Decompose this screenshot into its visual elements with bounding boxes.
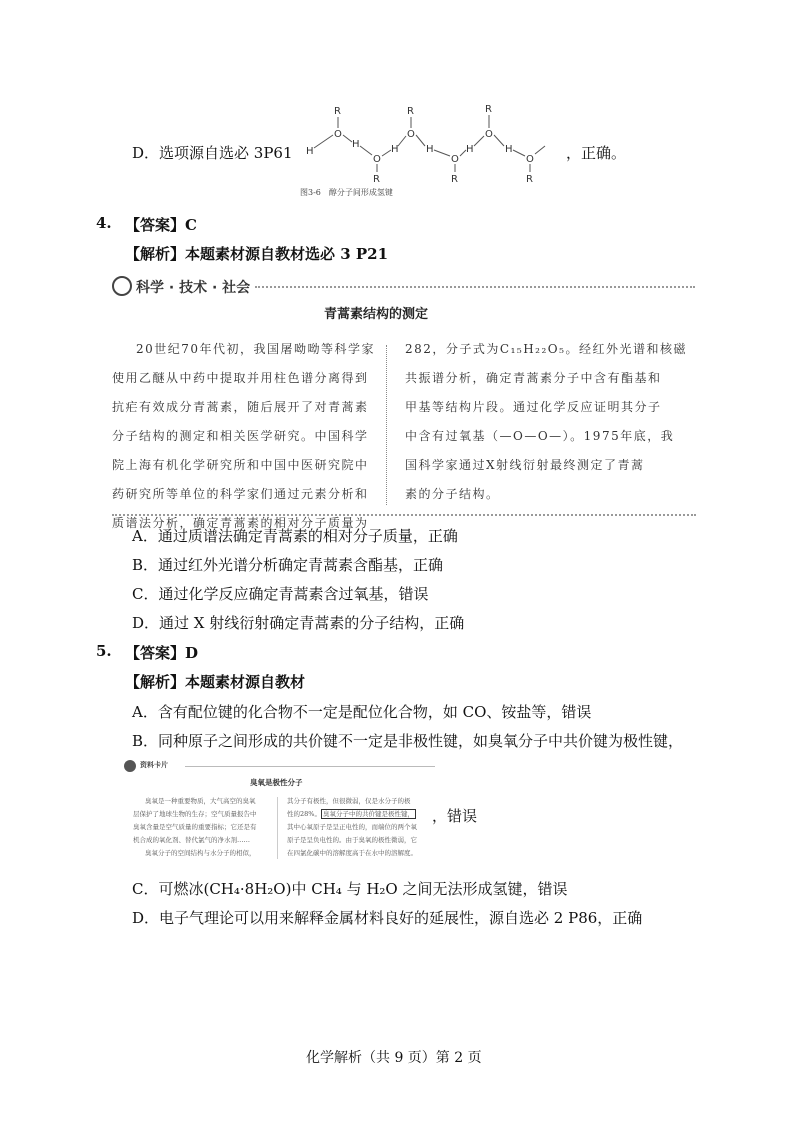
q4-option-b: B．通过红外光谱分析确定青蒿素含酯基，正确	[132, 556, 444, 574]
column-divider	[386, 345, 387, 505]
card-section-label: 资料卡片	[140, 760, 168, 769]
excerpt-right-column	[405, 335, 687, 509]
q3-option-d: D．选项源自选必 3P61	[132, 144, 293, 162]
text-line: 分子结构的测定和相关医学研究。中国科学	[112, 429, 369, 443]
svg-text:R: R	[526, 174, 533, 185]
svg-text:O: O	[451, 154, 459, 165]
text-line: 质谱法分析，确定青蒿素的相对分子质量为	[112, 516, 369, 530]
svg-text:O: O	[485, 129, 493, 140]
svg-text:R: R	[485, 104, 492, 115]
excerpt-title: 青蒿素结构的测定	[324, 307, 429, 322]
card-title: 臭氧是极性分子	[250, 778, 303, 787]
excerpt-section-label: 科学 · 技术 · 社会	[136, 280, 251, 296]
card-column-divider	[277, 797, 278, 859]
q4-option-c: C．通过化学反应确定青蒿素含过氧基，错误	[132, 585, 429, 603]
svg-text:R: R	[334, 106, 341, 117]
q4-number: 4.	[96, 214, 112, 232]
text-line: 院上海有机化学研究所和中国中医研究院中	[112, 458, 369, 472]
text-line: 其中心氧原子是呈正电性的，而端位的两个氧	[287, 823, 417, 831]
q5-option-b-result: ，错误	[432, 807, 478, 825]
q5-option-c: C．可燃冰(CH₄·8H₂O)中 CH₄ 与 H₂O 之间无法形成氢键，错误	[132, 880, 568, 898]
card-right-column	[287, 795, 417, 860]
q3-option-d-result: ，正确。	[566, 144, 627, 162]
q5-option-b: B．同种原子之间形成的共价键不一定是非极性键，如臭氧分子中共价键为极性键，	[132, 732, 684, 750]
text-line: 国科学家通过X射线衍射最终测定了青蒿	[405, 458, 645, 472]
svg-text:H: H	[391, 144, 399, 155]
alcohol-hydrogen-bond-figure	[290, 100, 560, 185]
atom-icon	[112, 276, 132, 296]
q5-analysis: 【解析】本题素材源自教材	[125, 673, 306, 691]
text-line: 282，分子式为C₁₅H₂₂O₅。经红外光谱和核磁	[405, 342, 687, 356]
q4-option-d: D．通过 X 射线衍射确定青蒿素的分子结构，正确	[132, 614, 465, 632]
text-line: 臭氧分子的空间结构与水分子的相似，	[145, 849, 256, 857]
figure-caption: 图3-6 醇分子间形成氢键	[300, 188, 393, 197]
text-line: 抗疟有效成分青蒿素，随后展开了对青蒿素	[112, 400, 369, 414]
q5-option-a: A．含有配位键的化合物不一定是配位化合物，如 CO、铵盐等，错误	[132, 703, 592, 721]
svg-text:H: H	[466, 144, 474, 155]
wavy-divider	[255, 280, 695, 288]
card-divider	[185, 766, 435, 767]
card-left-column	[133, 795, 257, 860]
wavy-divider	[112, 508, 696, 516]
text-line: 素的分子结构。	[405, 487, 500, 501]
text-line: 臭氧是一种重要物质，大气高空的臭氧	[145, 797, 256, 805]
svg-text:R: R	[407, 106, 414, 117]
page-footer: 化学解析（共 9 页）第 2 页	[306, 1050, 482, 1066]
svg-text:H: H	[352, 139, 360, 150]
q5-answer: 【答案】D	[125, 644, 199, 662]
svg-text:O: O	[407, 129, 415, 140]
svg-text:H: H	[306, 146, 314, 157]
text-line: 中含有过氧基（—O—O—）。1975年底，我	[405, 429, 675, 443]
text-line: 甲基等结构片段。通过化学反应证明其分子	[405, 400, 662, 414]
svg-text:H: H	[505, 144, 513, 155]
q4-analysis: 【解析】本题素材源自教材选必 3 P21	[125, 245, 389, 263]
text-line: 20世纪70年代初，我国屠呦呦等科学家	[136, 342, 376, 356]
card-icon	[124, 760, 136, 772]
text-line: 层保护了地球生物的生存；空气质量报告中	[133, 810, 257, 818]
svg-text:O: O	[334, 129, 342, 140]
text-line: 在四氯化碳中的溶解度高于在水中的溶解度。	[287, 849, 417, 857]
text-line: 原子是呈负电性的。由于臭氧的极性微弱，它	[287, 836, 417, 844]
text-line: 药研究所等单位的科学家们通过元素分析和	[112, 487, 369, 501]
boxed-text: 臭氧分子中的共价键是极性键，	[322, 810, 414, 818]
text-line: 机合成的氧化剂、替代氯气的净水剂……	[133, 836, 250, 844]
q4-answer: 【答案】C	[125, 216, 197, 234]
text-line: 臭氧含量是空气质量的重要指标；它还是有	[133, 823, 257, 831]
svg-text:H: H	[426, 144, 434, 155]
svg-text:R: R	[451, 174, 458, 185]
text-line: 性的28%。	[287, 810, 321, 818]
q5-option-d: D．电子气理论可以用来解释金属材料良好的延展性，源自选必 2 P86，正确	[132, 909, 643, 927]
text-line: 使用乙醚从中药中提取并用柱色谱分离得到	[112, 371, 369, 385]
q5-number: 5.	[96, 642, 112, 660]
text-line: 其分子有极性，但很微弱，仅是水分子的极	[287, 797, 411, 805]
svg-text:O: O	[373, 154, 381, 165]
text-line: 共振谱分析，确定青蒿素分子中含有酯基和	[405, 371, 662, 385]
q4-option-a: A．通过质谱法确定青蒿素的相对分子质量，正确	[132, 527, 458, 545]
svg-text:O: O	[526, 154, 534, 165]
svg-text:R: R	[373, 174, 380, 185]
